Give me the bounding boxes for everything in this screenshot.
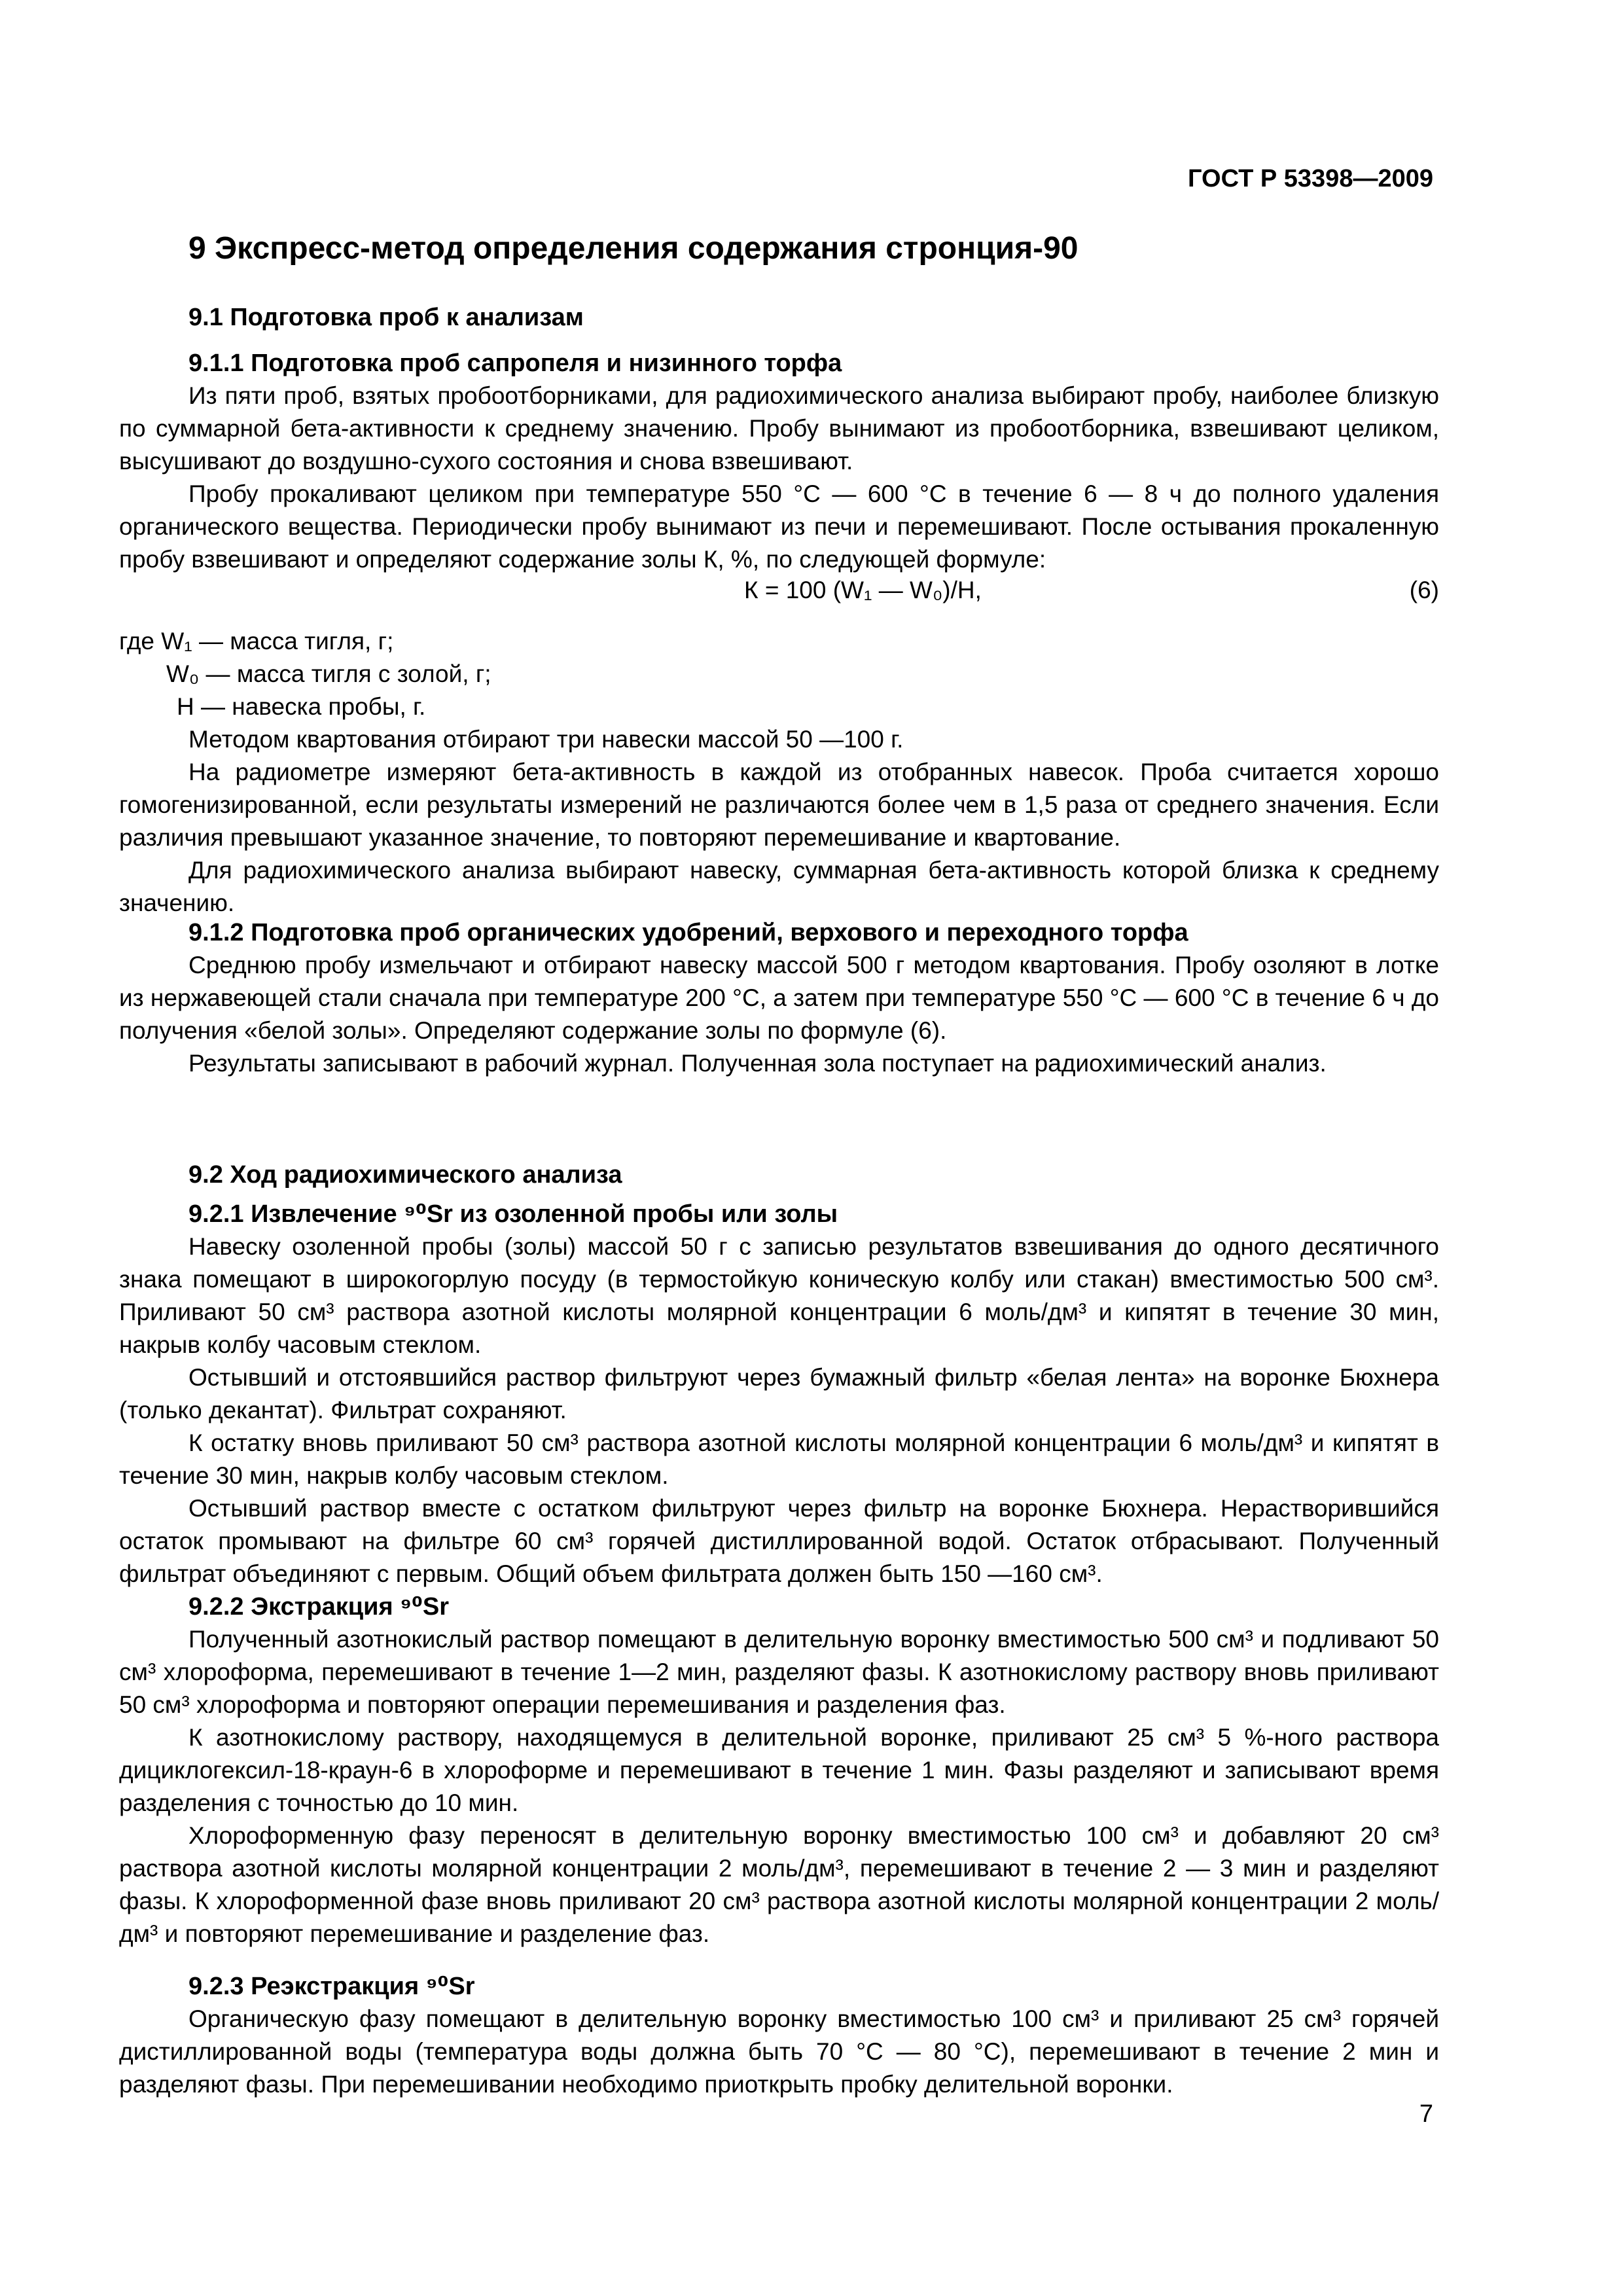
definition-h: Н — навеска пробы, г. <box>177 693 426 720</box>
paragraph: Хлороформенную фазу переносят в делительную воронку вместимостью 100 см³ и добавляют 20 см³ раствора азотной кислоты молярной концентрации 2 моль/дм³, перемешивают в течение 2 — 3 мин и разделяют фазы. К хлороформенной фазе вновь приливают 20 см³ раствора азотной кислоты молярной концентрации 2 моль/дм³ и повторяют перемешивание и разделение фаз. <box>119 1822 1439 1947</box>
definition-w1: где W₁ — масса тигля, г; <box>119 628 394 655</box>
page-number: 7 <box>1419 2100 1433 2128</box>
paragraph: Остывший и отстоявшийся раствор фильтруют через бумажный фильтр «белая лента» на воронке Бюхнера (только декантат). Фильтрат сохраняют. <box>119 1364 1439 1424</box>
paragraph: К остатку вновь приливают 50 см³ раствора азотной кислоты молярной концентрации 6 моль/дм³ и кипятят в течение 30 мин, накрыв колбу часовым стеклом. <box>119 1429 1439 1489</box>
body-block-9-1-1-cont <box>119 723 1439 920</box>
paragraph: К азотнокислому раствору, находящемуся в делительной воронке, приливают 25 см³ 5 %-ного раствора дициклогексил-18-краун-6 в хлороформе и перемешивают в течение 1 мин. Фазы разделяют и записывают время разделения с точностью до 10 мин. <box>119 1724 1439 1816</box>
paragraph: Для радиохимического анализа выбирают навеску, суммарная бета-активность которой близка к среднему значению. <box>119 857 1439 916</box>
body-block-9-2-3 <box>119 2003 1439 2101</box>
paragraph: Органическую фазу помещают в делительную воронку вместимостью 100 см³ и приливают 25 см³ горячей дистиллированной воды (температура воды должна быть 70 °С — 80 °С), перемешивают в течение 2 мин и разделяют фазы. При перемешивании необходимо приоткрыть пробку делительной воронки. <box>119 2005 1439 2098</box>
body-block-9-2-2 <box>119 1623 1439 1950</box>
subsection-9-2-1-title: 9.2.1 Извлечение ⁹⁰Sr из озоленной пробы или золы <box>188 1200 838 1228</box>
formula-number: (6) <box>1409 577 1439 603</box>
body-block-9-1-2 <box>119 949 1439 1080</box>
definition-w0: W₀ — масса тигля с золой, г; <box>166 660 491 687</box>
subsection-9-2-title: 9.2 Ход радиохимического анализа <box>188 1161 622 1189</box>
formula-definitions <box>119 625 491 723</box>
paragraph: На радиометре измеряют бета-активность в каждой из отобранных навесок. Проба считается хорошо гомогенизированной, если результаты измерений не различаются более чем в 1,5 раза от среднего значения. Если различия превышают указанное значение, то повторяют перемешивание и квартование. <box>119 759 1439 851</box>
section-title: 9 Экспресс-метод определения содержания стронция-90 <box>188 231 1079 266</box>
paragraph: Пробу прокаливают целиком при температуре 550 °С — 600 °С в течение 6 — 8 ч до полного удаления органического вещества. Периодически пробу вынимают из печи и перемешивают. После остывания прокаленную пробу взвешивают и определяют содержание золы К, %, по следующей формуле: <box>119 480 1439 573</box>
standard-designation: ГОСТ Р 53398—2009 <box>1188 165 1433 192</box>
paragraph: Среднюю пробу измельчают и отбирают навеску массой 500 г методом квартования. Пробу озоляют в лотке из нержавеющей стали сначала при температуре 200 °С, а затем при температуре 550 °С — 600 °С в течение 6 ч до получения «белой золы». Определяют содержание золы по формуле (6). <box>119 952 1439 1044</box>
subsection-9-2-3-title: 9.2.3 Реэкстракция ⁹⁰Sr <box>188 1973 475 2000</box>
formula-line <box>119 574 1439 607</box>
formula: К = 100 (W₁ — W₀)/Н, <box>744 577 982 603</box>
paragraph: Результаты записывают в рабочий журнал. Полученная зола поступает на радиохимический анализ. <box>188 1050 1327 1077</box>
paragraph: Полученный азотнокислый раствор помещают в делительную воронку вместимостью 500 см³ и подливают 50 см³ хлороформа, перемешивают в течение 1—2 мин, разделяют фазы. К азотнокислому раствору вновь приливают 50 см³ хлороформа и повторяют операции перемешивания и разделения фаз. <box>119 1626 1439 1718</box>
subsection-9-2-2-title: 9.2.2 Экстракция ⁹⁰Sr <box>188 1593 449 1621</box>
body-block-9-2-1 <box>119 1230 1439 1590</box>
subsection-9-1-title: 9.1 Подготовка проб к анализам <box>188 304 584 331</box>
paragraph: Навеску озоленной пробы (золы) массой 50 г с записью результатов взвешивания до одного десятичного знака помещают в широкогорлую посуду (в термостойкую коническую колбу или стакан) вместимостью 500 см³. Приливают 50 см³ раствора азотной кислоты молярной концентрации 6 моль/дм³ и кипятят в течение 30 мин, накрыв колбу часовым стеклом. <box>119 1233 1439 1358</box>
body-block-9-1-1 <box>119 380 1439 576</box>
paragraph: Из пяти проб, взятых пробоотборниками, для радиохимического анализа выбирают пробу, наиболее близкую по суммарной бета-активности к среднему значению. Пробу вынимают из пробоотборника, взвешивают целиком, высушивают до воздушно-сухого состояния и снова взвешивают. <box>119 382 1439 475</box>
paragraph: Остывший раствор вместе с остатком фильтруют через фильтр на воронке Бюхнера. Нерастворившийся остаток промывают на фильтре 60 см³ горячей дистиллированной водой. Остаток отбрасывают. Полученный фильтрат объединяют с первым. Общий объем фильтрата должен быть 150 —160 см³. <box>119 1495 1439 1587</box>
subsection-9-1-2-title: 9.1.2 Подготовка проб органических удобрений, верхового и переходного торфа <box>188 919 1188 946</box>
subsection-9-1-1-title: 9.1.1 Подготовка проб сапропеля и низинного торфа <box>188 350 842 377</box>
paragraph: Методом квартования отбирают три навески массой 50 —100 г. <box>188 726 904 753</box>
